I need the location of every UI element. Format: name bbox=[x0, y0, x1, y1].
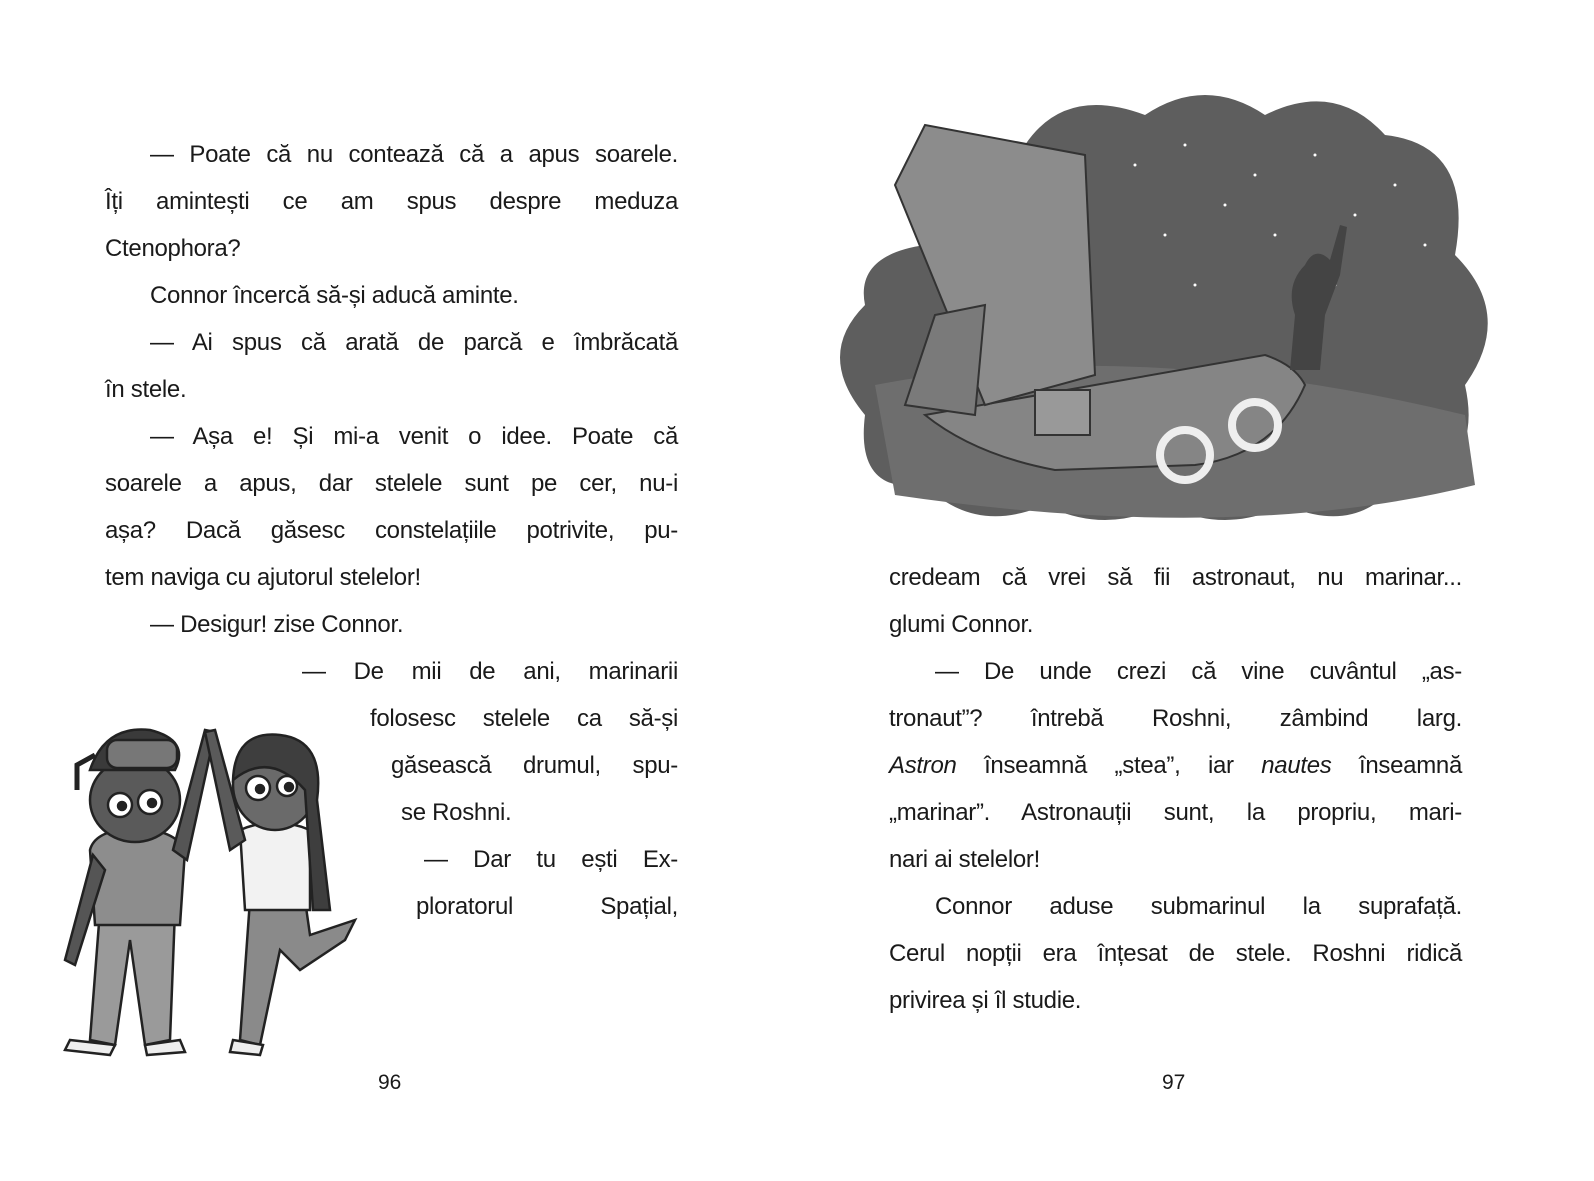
text-line: nari ai stelelor! bbox=[889, 846, 1040, 873]
text-line: credeam că vrei să fii astronaut, nu marinar... bbox=[889, 564, 1462, 591]
ship-night-sky-illustration bbox=[835, 85, 1495, 530]
italic-word: nautes bbox=[1261, 752, 1332, 779]
text-line: Cerul nopții era înțesat de stele. Roshni ridică bbox=[889, 940, 1462, 967]
children-high-five-illustration bbox=[55, 710, 385, 1065]
text-line: — Poate că nu contează că a apus soarele. bbox=[150, 141, 678, 168]
text-line: Ctenophora? bbox=[105, 235, 241, 262]
text-line: găsească drumul, spu- bbox=[391, 752, 678, 779]
italic-word: Astron bbox=[889, 752, 957, 779]
text-span: înseamnă „stea”, iar bbox=[956, 752, 1262, 779]
text-line bbox=[889, 751, 1462, 781]
text-line: ploratorul Spațial, bbox=[416, 893, 678, 920]
text-line: Connor aduse submarinul la suprafață. bbox=[935, 893, 1462, 920]
text-line: folosesc stelele ca să-și bbox=[370, 705, 678, 732]
text-span: înseamnă bbox=[1331, 752, 1462, 779]
text-line: — De unde crezi că vine cuvântul „as- bbox=[935, 658, 1462, 685]
text-line: privirea și îl studie. bbox=[889, 987, 1082, 1014]
text-line: tronaut”? întrebă Roshni, zâmbind larg. bbox=[889, 705, 1462, 732]
text-line: tem naviga cu ajutorul stelelor! bbox=[105, 564, 421, 591]
text-line: „marinar”. Astronauții sunt, la propriu, mari- bbox=[889, 799, 1462, 826]
text-line: — Ai spus că arată de parcă e îmbrăcată bbox=[150, 329, 678, 356]
text-line: — Desigur! zise Connor. bbox=[150, 611, 404, 638]
text-line: soarele a apus, dar stelele sunt pe cer, nu-i bbox=[105, 470, 678, 497]
text-line: — Așa e! Și mi-a venit o idee. Poate că bbox=[150, 423, 678, 450]
text-line: Îți amintești ce am spus despre meduza bbox=[105, 188, 678, 215]
text-line: se Roshni. bbox=[401, 799, 512, 826]
page-number: 96 bbox=[378, 1071, 402, 1094]
boy-figure bbox=[65, 730, 215, 1056]
girl-figure bbox=[205, 730, 355, 1055]
text-line: așa? Dacă găsesc constelațiile potrivite, pu- bbox=[105, 517, 678, 544]
text-line: — Dar tu ești Ex- bbox=[424, 846, 678, 873]
page-number: 97 bbox=[1162, 1071, 1186, 1094]
text-line: în stele. bbox=[105, 376, 187, 403]
text-line: glumi Connor. bbox=[889, 611, 1034, 638]
text-line: — De mii de ani, marinarii bbox=[302, 658, 678, 685]
text-line: Connor încercă să-și aducă aminte. bbox=[150, 282, 519, 309]
